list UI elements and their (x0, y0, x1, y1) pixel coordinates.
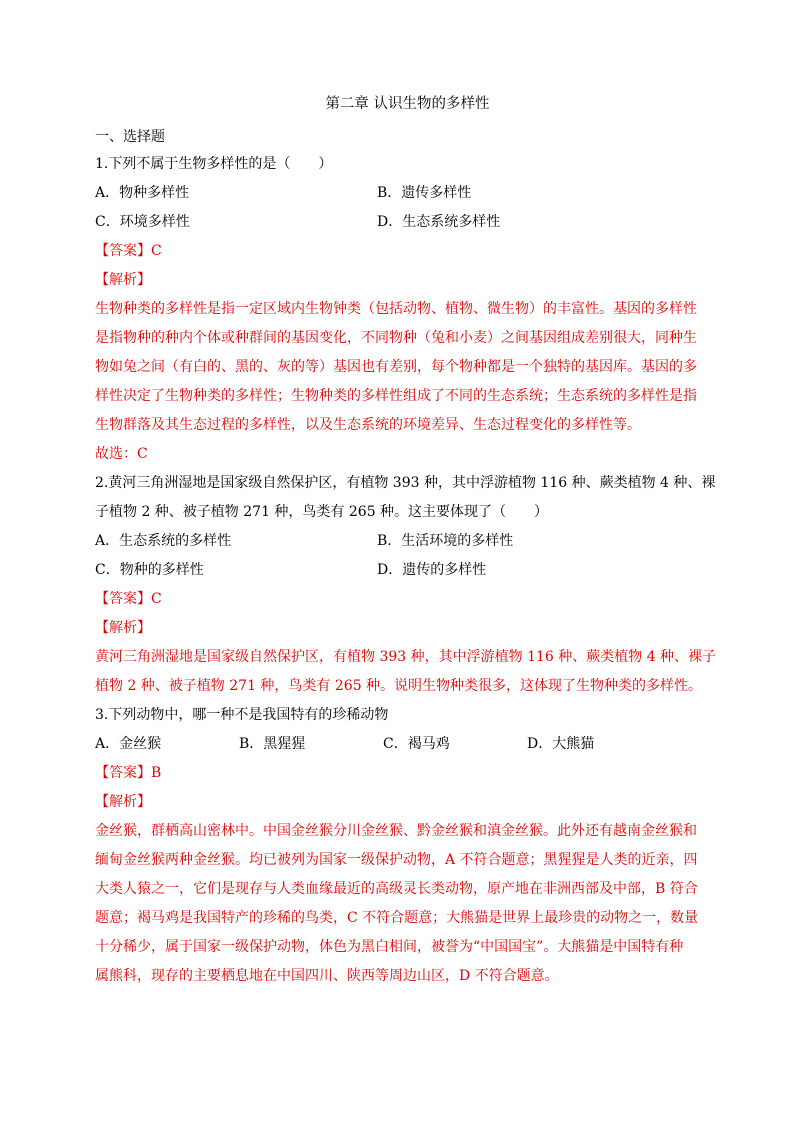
options-row (95, 730, 720, 759)
conclusion-line: 故选：C (95, 446, 148, 462)
answer-line: 【答案】C (95, 591, 162, 607)
option-a: A．物种多样性 (95, 185, 190, 201)
options-row (95, 179, 720, 208)
analysis-line: 大类人猿之一，它们是现存与人类血缘最近的高级灵长类动物，原产地在非洲西部及中部，B 符合 (95, 881, 698, 897)
analysis-line: 样性决定了生物种类的多样性；生物种类的多样性组成了不同的生态系统；生态系统的多样性是指 (95, 388, 697, 404)
question-stem: 1.下列不属于生物多样性的是（ ） (95, 156, 333, 172)
analysis-line: 金丝猴，群栖高山密林中。中国金丝猴分川金丝猴、黔金丝猴和滇金丝猴。此外还有越南金丝猴和 (95, 823, 697, 839)
analysis-line: 是指物种的种内个体或种群间的基因变化，不同物种（兔和小麦）之间基因组成差别很大，同种生 (95, 330, 697, 346)
analysis-line: 十分稀少，属于国家一级保护动物，体色为黑白相间，被誉为“中国国宝”。大熊猫是中国特有种 (95, 939, 684, 955)
options-row (95, 208, 720, 237)
analysis-line: 生物群落及其生态过程的多样性，以及生态系统的环境差异、生态过程变化的多样性等。 (95, 417, 641, 433)
option-b: B．黑猩猩 (239, 736, 306, 752)
analysis-line: 缅甸金丝猴两种金丝猴。均已被列为国家一级保护动物，A 不符合题意；黑猩猩是人类的近亲，四 (95, 852, 698, 868)
analysis-line: 题意；褐马鸡是我国特产的珍稀的鸟类，C 不符合题意；大熊猫是世界上最珍贵的动物之一，数量 (95, 910, 699, 926)
option-c: C．物种的多样性 (95, 562, 204, 578)
answer-line: 【答案】B (95, 765, 162, 781)
option-d: D．生态系统多样性 (377, 214, 501, 230)
question-stem: 子植物 2 种、被子植物 271 种，鸟类有 265 种。这主要体现了（ ） (95, 504, 549, 520)
analysis-line: 物如兔之间（有白的、黑的、灰的等）基因也有差别，每个物种都是一个独特的基因库。基因的多 (95, 359, 697, 375)
analysis-line: 黄河三角洲湿地是国家级自然保护区，有植物 393 种，其中浮游植物 116 种、蕨类植物 4 种、裸子 (95, 649, 717, 665)
option-c: C．环境多样性 (95, 214, 190, 230)
answer-line: 【答案】C (95, 243, 162, 259)
options-row (95, 556, 720, 585)
question-2 (95, 469, 720, 701)
analysis-label: 【解析】 (95, 620, 151, 636)
analysis-label: 【解析】 (95, 794, 151, 810)
analysis-line: 属熊科，现存的主要栖息地在中国四川、陕西等周边山区，D 不符合题意。 (95, 968, 559, 984)
question-stem: 2.黄河三角洲湿地是国家级自然保护区，有植物 393 种，其中浮游植物 116 种、蕨类植物 4 种、裸 (95, 475, 716, 491)
option-c: C．褐马鸡 (383, 736, 450, 752)
analysis-line: 生物种类的多样性是指一定区域内生物钟类（包括动物、植物、微生物）的丰富性。基因的多样性 (95, 301, 697, 317)
option-a: A．生态系统的多样性 (95, 533, 232, 549)
question-3 (95, 701, 720, 991)
option-b: B．遗传多样性 (377, 185, 472, 201)
section-heading: 一、选择题 (95, 129, 165, 145)
question-1 (95, 150, 720, 469)
option-b: B．生活环境的多样性 (377, 533, 514, 549)
option-d: D．遗传的多样性 (377, 562, 487, 578)
chapter-title: 第二章 认识生物的多样性 (325, 96, 490, 112)
option-a: A．金丝猴 (95, 736, 162, 752)
question-stem: 3.下列动物中，哪一种不是我国特有的珍稀动物 (95, 707, 389, 723)
option-d: D．大熊猫 (527, 736, 595, 752)
analysis-label: 【解析】 (95, 272, 151, 288)
options-row (95, 527, 720, 556)
analysis-line: 植物 2 种、被子植物 271 种，鸟类有 265 种。说明生物种类很多，这体现了生物种类的多样性。 (95, 678, 703, 694)
document-page (95, 95, 720, 991)
